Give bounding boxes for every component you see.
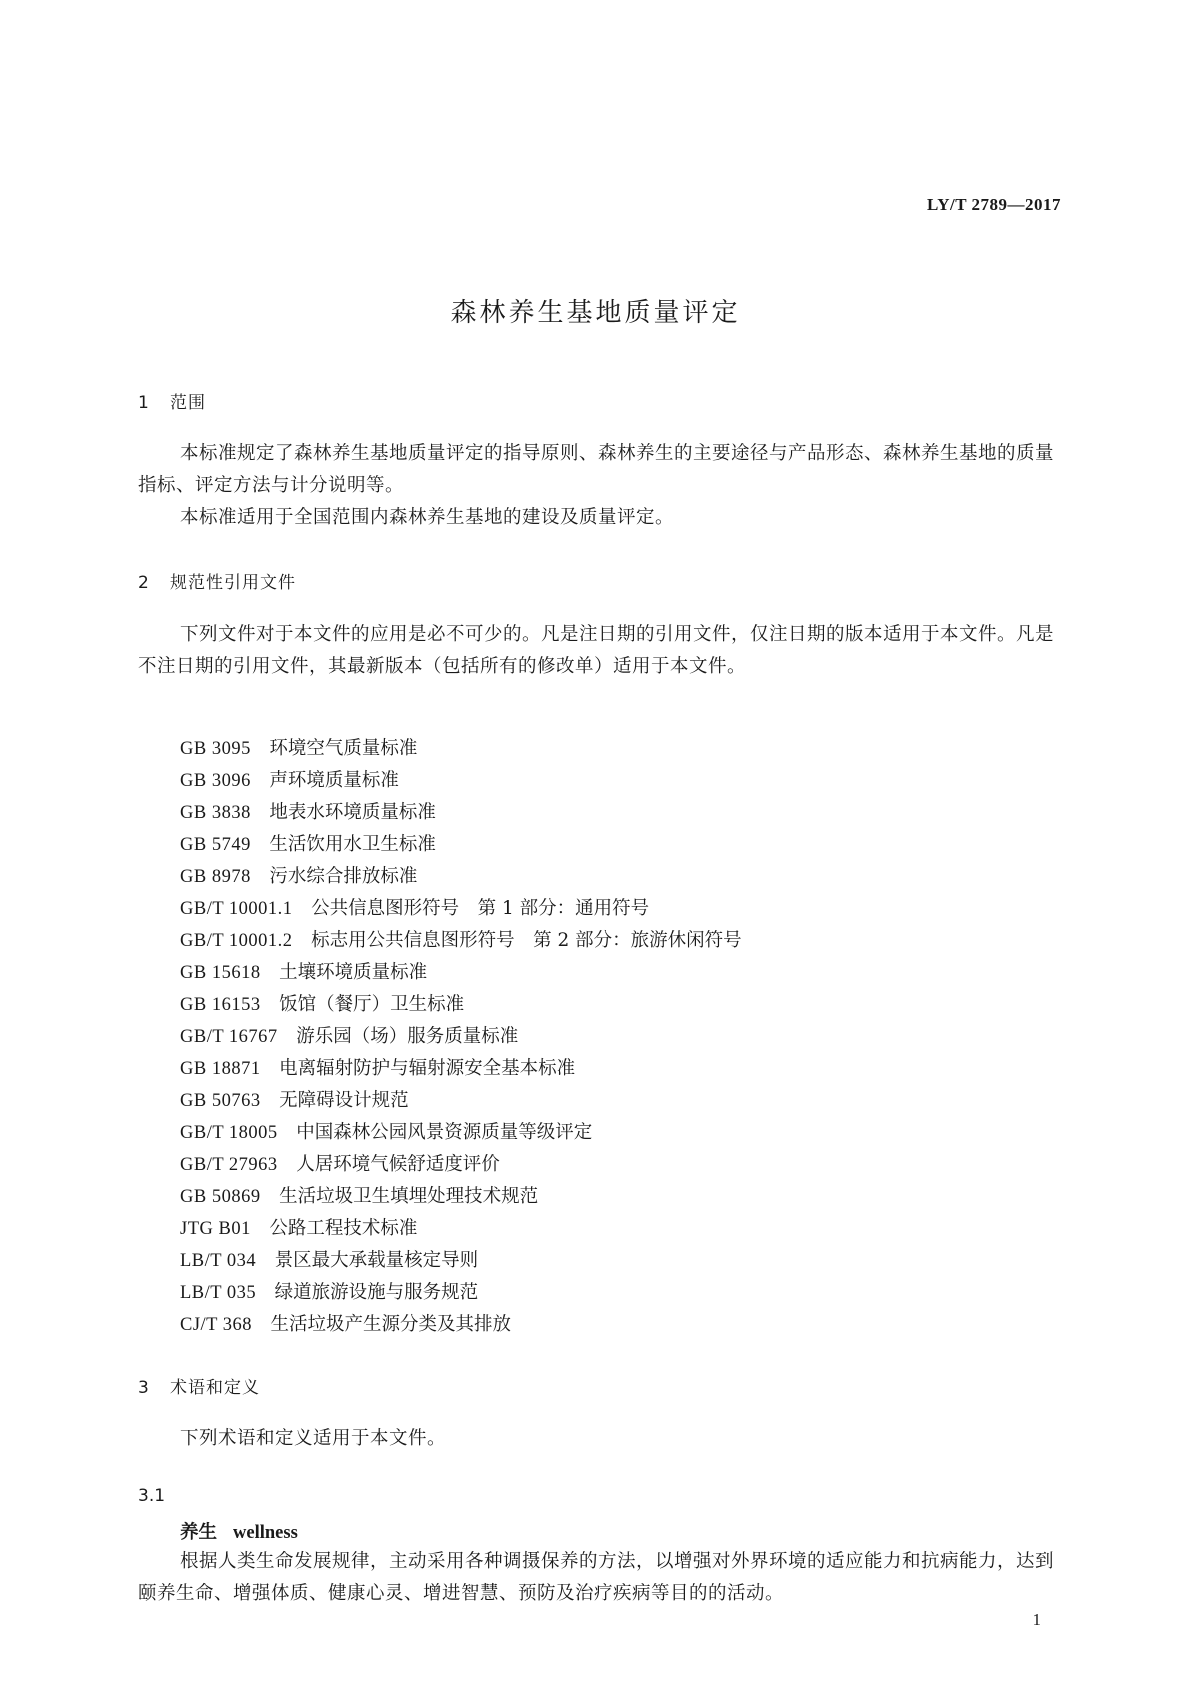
reference-item	[180, 1245, 742, 1277]
reference-name: 标志用公共信息图形符号 第 2 部分：旅游休闲符号	[311, 930, 742, 951]
section-number: 3	[138, 1378, 150, 1398]
reference-item	[180, 733, 742, 765]
reference-item	[180, 1181, 742, 1213]
reference-list	[180, 733, 742, 1341]
reference-item	[180, 1053, 742, 1085]
paragraph: 下列文件对于本文件的应用是必不可少的。凡是注日期的引用文件，仅注日期的版本适用于本文件。凡是不注日期的引用文件，其最新版本（包括所有的修改单）适用于本文件。	[138, 624, 1055, 677]
reference-code: LB/T 035	[180, 1283, 257, 1303]
reference-name: 公路工程技术标准	[269, 1218, 418, 1239]
reference-name: 饭馆（餐厅）卫生标准	[279, 994, 465, 1015]
reference-name: 地表水环境质量标准	[269, 802, 436, 823]
reference-name: 人居环境气候舒适度评价	[296, 1154, 500, 1175]
paragraph: 本标准适用于全国范围内森林养生基地的建设及质量评定。	[180, 507, 675, 528]
reference-name: 生活饮用水卫生标准	[269, 834, 436, 855]
reference-name: 中国森林公园风景资源质量等级评定	[296, 1122, 593, 1143]
reference-name: 土壤环境质量标准	[279, 962, 428, 983]
reference-item	[180, 1277, 742, 1309]
reference-code: GB 50869	[180, 1187, 261, 1207]
reference-name: 生活垃圾产生源分类及其排放	[270, 1314, 512, 1335]
section-title: 范围	[170, 393, 206, 413]
reference-name: 绿道旅游设施与服务规范	[274, 1282, 479, 1303]
term-entry	[180, 1518, 298, 1544]
reference-code: GB/T 16767	[180, 1027, 278, 1047]
reference-item	[180, 765, 742, 797]
reference-item	[180, 1149, 742, 1181]
reference-code: LB/T 034	[180, 1251, 257, 1271]
reference-code: GB 15618	[180, 963, 261, 983]
section-title: 术语和定义	[170, 1378, 260, 1398]
reference-code: GB 3095	[180, 739, 251, 759]
clause-number: 3.1	[138, 1486, 166, 1506]
reference-item	[180, 1021, 742, 1053]
section-title: 规范性引用文件	[170, 573, 296, 593]
reference-code: GB/T 10001.1	[180, 899, 293, 919]
reference-item	[180, 861, 742, 893]
reference-code: CJ/T 368	[180, 1315, 253, 1335]
page-number: 1	[1032, 1610, 1041, 1629]
reference-item	[180, 957, 742, 989]
reference-code: GB 18871	[180, 1059, 261, 1079]
reference-name: 无障碍设计规范	[279, 1090, 409, 1111]
reference-code: JTG B01	[180, 1219, 251, 1239]
reference-item	[180, 1213, 742, 1245]
section-heading-references	[138, 568, 296, 593]
reference-code: GB 3096	[180, 771, 251, 791]
reference-name: 电离辐射防护与辐射源安全基本标准	[279, 1058, 576, 1079]
reference-item	[180, 1085, 742, 1117]
reference-item	[180, 829, 742, 861]
paragraph: 下列术语和定义适用于本文件。	[180, 1428, 447, 1449]
reference-item	[180, 797, 742, 829]
document-title: 森林养生基地质量评定	[450, 298, 741, 328]
reference-item	[180, 893, 742, 925]
term-english: wellness	[233, 1523, 298, 1543]
reference-name: 声环境质量标准	[269, 770, 399, 791]
section-heading-terms	[138, 1373, 260, 1398]
section-number: 2	[138, 573, 150, 593]
term-definition: 根据人类生命发展规律，主动采用各种调摄保养的方法，以增强对外界环境的适应能力和抗病能力，达到颐养生命、增强体质、健康心灵、增进智慧、预防及治疗疾病等目的的活动。	[138, 1551, 1055, 1604]
reference-code: GB 5749	[180, 835, 251, 855]
reference-item	[180, 925, 742, 957]
reference-code: GB/T 10001.2	[180, 931, 293, 951]
reference-code: GB 50763	[180, 1091, 261, 1111]
reference-item	[180, 1117, 742, 1149]
reference-code: GB 16153	[180, 995, 261, 1015]
reference-name: 生活垃圾卫生填埋处理技术规范	[279, 1186, 539, 1207]
standard-code: LY/T 2789—2017	[926, 195, 1061, 214]
section-number: 1	[138, 393, 150, 413]
reference-item	[180, 989, 742, 1021]
term-chinese: 养生	[180, 1522, 218, 1543]
reference-name: 游乐园（场）服务质量标准	[296, 1026, 519, 1047]
paragraph: 本标准规定了森林养生基地质量评定的指导原则、森林养生的主要途径与产品形态、森林养生基地的质量指标、评定方法与计分说明等。	[138, 443, 1055, 496]
reference-code: GB 3838	[180, 803, 251, 823]
reference-item	[180, 1309, 742, 1341]
reference-name: 公共信息图形符号 第 1 部分：通用符号	[311, 898, 650, 919]
reference-name: 环境空气质量标准	[269, 738, 418, 759]
section-heading-scope	[138, 388, 206, 413]
reference-code: GB 8978	[180, 867, 251, 887]
reference-name: 污水综合排放标准	[269, 866, 418, 887]
reference-name: 景区最大承载量核定导则	[274, 1250, 479, 1271]
reference-code: GB/T 27963	[180, 1155, 278, 1175]
reference-code: GB/T 18005	[180, 1123, 278, 1143]
